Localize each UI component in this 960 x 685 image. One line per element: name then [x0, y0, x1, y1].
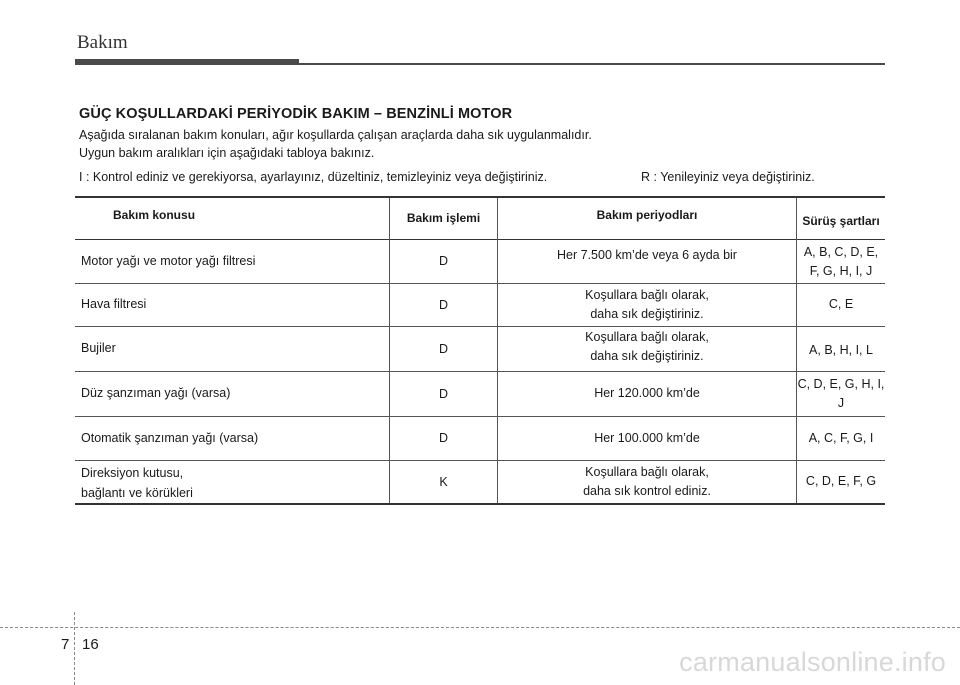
chapter-number: 7 [61, 636, 70, 653]
cell-item: Hava filtresi [81, 297, 147, 311]
watermark: carmanualsonline.info [679, 647, 946, 677]
header-title: Bakım [77, 32, 128, 53]
cell-action: D [390, 239, 498, 283]
header-item: Bakım konusu [113, 208, 196, 222]
header-period: Bakım periyodları [498, 197, 797, 239]
table-row [75, 239, 885, 283]
cell-item: Otomatik şanzıman yağı (varsa) [81, 430, 259, 445]
cell-action: D [390, 371, 498, 416]
legend-inspect: I : Kontrol ediniz ve gerekiyorsa, ayarlayınız, düzeltiniz, temizleyiniz veya değiştiriniz. [79, 170, 548, 184]
table-row [75, 371, 885, 416]
cell-period: Koşullara bağlı olarak, daha sık kontrol ediniz. [498, 460, 797, 504]
cell-conditions: C, D, E, F, G [797, 460, 886, 504]
footer-divider [74, 612, 75, 685]
cell-item: Düz şanzıman yağı (varsa) [81, 386, 231, 400]
header-action: Bakım işlemi [390, 197, 498, 239]
cell-conditions: C, E [797, 283, 886, 326]
table-row [75, 416, 885, 460]
cell-conditions: A, C, F, G, I [797, 416, 886, 460]
cell-period: Her 120.000 km’de [498, 371, 797, 416]
cell-period: Koşullara bağlı olarak, daha sık değiştiriniz. [498, 283, 797, 326]
cell-conditions: C, D, E, G, H, I, J [797, 371, 886, 416]
maintenance-table [75, 196, 885, 505]
table-row [75, 326, 885, 371]
cell-conditions: A, B, C, D, E, F, G, H, I, J [797, 239, 886, 283]
cell-item: Direksiyon kutusu, bağlantı ve körükleri [81, 465, 193, 500]
cell-conditions: A, B, H, I, L [797, 326, 886, 371]
cell-period: Koşullara bağlı olarak, daha sık değiştiriniz. [498, 326, 797, 371]
cell-item: Motor yağı ve motor yağı filtresi [81, 253, 256, 268]
intro-text-line1: Aşağıda sıralanan bakım konuları, ağır koşullarda çalışan araçlarda daha sık uygulanmalıdır. [79, 128, 592, 142]
legend-replace: R : Yenileyiniz veya değiştiriniz. [641, 170, 815, 184]
cell-action: K [390, 460, 498, 504]
cell-period: Her 100.000 km’de [498, 416, 797, 460]
table-row [75, 460, 885, 504]
cell-action: D [390, 326, 498, 371]
footer-rule [0, 627, 960, 628]
cell-action: D [390, 283, 498, 326]
cell-period: Her 7.500 km’de veya 6 ayda bir [498, 239, 797, 283]
table-header-row [75, 197, 885, 239]
header-conditions: Sürüş şartları [797, 197, 886, 239]
header-rule [75, 63, 885, 65]
table-row [75, 283, 885, 326]
section-title: GÜÇ KOŞULLARDAKİ PERİYODİK BAKIM – BENZİNLİ MOTOR [79, 106, 513, 122]
cell-item: Bujiler [81, 341, 116, 355]
page-number: 16 [82, 636, 99, 653]
cell-action: D [390, 416, 498, 460]
intro-text-line2: Uygun bakım aralıkları için aşağıdaki tabloya bakınız. [79, 146, 375, 160]
